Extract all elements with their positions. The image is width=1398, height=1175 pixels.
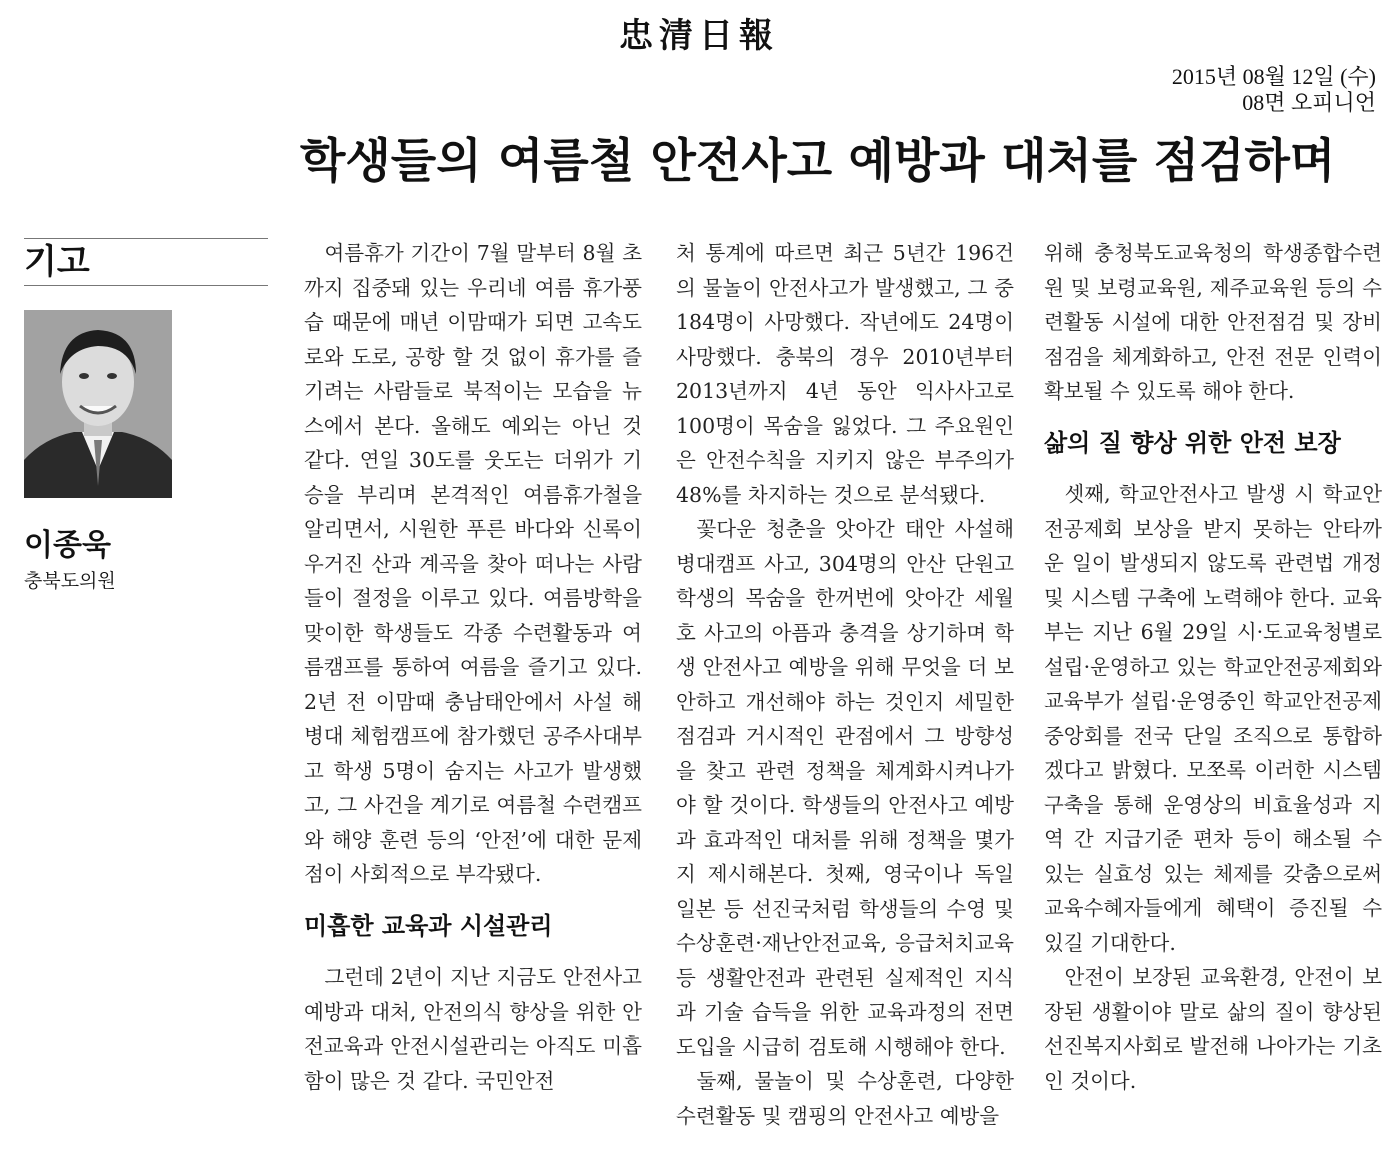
paragraph: 처 통계에 따르면 최근 5년간 196건의 물놀이 안전사고가 발생했고, 그 중 184명이 사망했다. 작년에도 24명이 사망했다. 충북의 경우 2010년부터 2013년까지 4년 동안 익사사고로 100명이 목숨을 잃었다. 그 주요원인은 안전수칙을 지키지 않은 부주의가 48%를 차지하는 것으로 분석됐다.	[676, 241, 1014, 507]
article-column-2	[676, 236, 1014, 1133]
article-headline: 학생들의 여름철 안전사고 예방과 대처를 점검하며	[300, 134, 1336, 189]
paragraph: 둘째, 물놀이 및 수상훈련, 다양한 수련활동 및 캠핑의 안전사고 예방을	[676, 1069, 1014, 1128]
paragraph: 안전이 보장된 교육환경, 안전이 보장된 생활이야 말로 삶의 질이 향상된 선진복지사회로 발전해 나아가는 기초인 것이다.	[1044, 965, 1382, 1093]
paragraph: 위해 충청북도교육청의 학생종합수련원 및 보령교육원, 제주교육원 등의 수련활동 시설에 대한 안전점검 및 장비점검을 체계화하고, 안전 전문 인력이 확보될 수 있도록 해야 한다.	[1044, 241, 1382, 403]
issue-section: 08면 오피니언	[1242, 90, 1376, 115]
article-column-3	[1044, 236, 1382, 1098]
author-photo	[24, 310, 172, 498]
article-column-1	[304, 236, 642, 1098]
sidebar-rule-bottom	[24, 285, 268, 286]
author-title: 충북도의원	[24, 570, 116, 592]
author-sidebar	[24, 238, 268, 592]
issue-meta	[1172, 64, 1376, 116]
author-portrait-icon	[24, 310, 172, 498]
paragraph: 그런데 2년이 지난 지금도 안전사고예방과 대처, 안전의식 향상을 위한 안전교육과 안전시설관리는 아직도 미흡함이 많은 것 같다. 국민안전	[304, 965, 642, 1093]
subheading: 미흡한 교육과 시설관리	[304, 910, 553, 940]
newspaper-masthead: 忠清日報	[619, 16, 779, 56]
subheading: 삶의 질 향상 위한 안전 보장	[1044, 427, 1341, 457]
paragraph: 꽃다운 청춘을 앗아간 태안 사설해병대캠프 사고, 304명의 안산 단원고 학생의 목숨을 한꺼번에 앗아간 세월호 사고의 아픔과 충격을 상기하며 학생 안전사고 예방을 위해 무엇을 더 보안하고 개선해야 하는 것인지 세밀한 점검과 거시적인 관점에서 그 방향성을 찾고 관련 정책을 체계화시켜나가야 할 것이다. 학생들의 안전사고 예방과 효과적인 대처를 위해 정책을 몇가지 제시해본다. 첫째, 영국이나 독일 일본 등 선진국처럼 학생들의 수영 및 수상훈련·재난안전교육, 응급처치교육 등 생활안전과 관련된 실제적인 지식과 기술 습득을 위한 교육과정의 전면도입을 시급히 검토해 시행해야 한다.	[676, 517, 1014, 1059]
issue-date: 2015년 08월 12일 (수)	[1171, 64, 1376, 89]
column-label: 기고	[24, 242, 90, 282]
paragraph: 셋째, 학교안전사고 발생 시 학교안전공제회 보상을 받지 못하는 안타까운 일이 발생되지 않도록 관련법 개정 및 시스템 구축에 노력해야 한다. 교육부는 지난 6월 29일 시·도교육청별로 설립·운영하고 있는 학교안전공제회와 교육부가 설립·운영중인 학교안전공제중앙회를 전국 단일 조직으로 통합하겠다고 밝혔다. 모쪼록 이러한 시스템 구축을 통해 운영상의 비효율성과 지역 간 지급기준 편차 등이 해소될 수 있는 실효성 있는 체제를 갖춤으로써 교육수혜자들에게 혜택이 증진될 수 있길 기대한다.	[1044, 482, 1382, 955]
paragraph: 여름휴가 기간이 7월 말부터 8월 초까지 집중돼 있는 우리네 여름 휴가풍습 때문에 매년 이맘때가 되면 고속도로와 도로, 공항 할 것 없이 휴가를 즐기려는 사람들로 북적이는 모습을 뉴스에서 본다. 올해도 예외는 아닌 것 같다. 연일 30도를 웃도는 더위가 기승을 부리며 본격적인 여름휴가철을 알리면서, 시원한 푸른 바다와 신록이 우거진 산과 계곡을 찾아 떠나는 사람들이 절정을 이루고 있다. 여름방학을 맞이한 학생들도 각종 수련활동과 여름캠프를 통하여 여름을 즐기고 있다. 2년 전 이맘때 충남태안에서 사설 해병대 체험캠프에 참가했던 공주사대부고 학생 5명이 숨지는 사고가 발생했고, 그 사건을 계기로 여름철 수련캠프와 해양 훈련 등의 ‘안전’에 대한 문제점이 사회적으로 부각됐다.	[304, 241, 642, 886]
author-name: 이종욱	[24, 528, 111, 563]
